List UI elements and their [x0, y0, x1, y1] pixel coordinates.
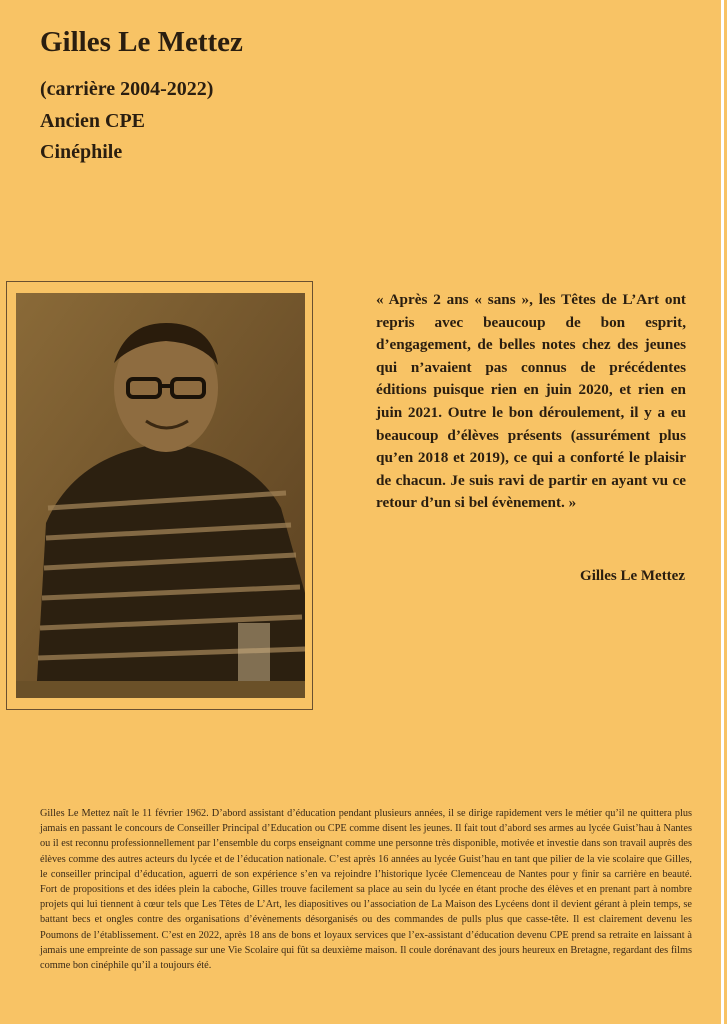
quote-signature: Gilles Le Mettez: [580, 568, 685, 584]
hobby-label: Cinéphile: [40, 141, 123, 163]
portrait-photo: [16, 293, 305, 698]
role-label: Ancien CPE: [40, 110, 145, 132]
page-title: Gilles Le Mettez: [40, 26, 243, 58]
quote-text: « Après 2 ans « sans », les Têtes de L’Art ont repris avec beaucoup de bon esprit, d’engagement, de belles notes chez des jeunes qui n’avaient pas connus de précédentes éditions puisque rien en juin 2020, et rien en juin 2021. Outre le bon déroulement, il y a eu beaucoup d’élèves présents (assurément plus qu’en 2018 et 2019), ce qui a conforté le plaisir de chacun. Je suis ravi de partir en ayant vu ce retour d’un si bel évènement. »: [376, 291, 686, 512]
biography-paragraph: Gilles Le Mettez naît le 11 février 1962. D’abord assistant d’éducation pendant plusieurs années, il se dirige rapidement vers le métier qu’il ne quittera plus jamais en passant le concours de Conseiller Principal d’Education ou CPE comme disent les jeunes. Il fait tout d’abord ses armes au lycée Guist’hau à Nantes ou il est reconnu professionnellement par l’ensemble du corps enseignant comme une personne très disponible, motivée et investie dans son travail auprès des élèves comme des autres acteurs du lycée et de l’éducation nationale. C’est après 16 années au lycée Guist’hau en tant que pilier de la vie scolaire que Gilles, le conseiller principal d’éducation, aguerri de son expérience s’en va rejoindre l’historique lycée Clemenceau de Nantes pour y finir sa carrière en beauté. Fort de propositions et des idées plein la caboche, Gilles trouve facilement sa place au sein du lycée en étant proche des élèves et en prenant part à nombre projets qui lui tiennent à cœur tels que Les Têtes de L’Art, les diapositives ou l’association de La Maison des Lycéens dont il devient gérant à plein temps, se battant becs et ongles contre des organisations d’évènements désorganisés ou des commandes de pulls plus que casse-tête. Il est clairement devenu les Poumons de l’établissement. C’est en 2022, après 18 ans de bons et loyaux services que l’ex-assistant d’éducation devenu CPE prend sa retraite en laissant à jamais une empreinte de son passage sur une Vie Scolaire qui fût sa deuxième maison. Il coule dorénavant des jours heureux en Bretagne, regardant des films comme bon cinéphile qu’il a toujours été.: [40, 808, 692, 972]
career-dates: (carrière 2004-2022): [40, 78, 214, 100]
